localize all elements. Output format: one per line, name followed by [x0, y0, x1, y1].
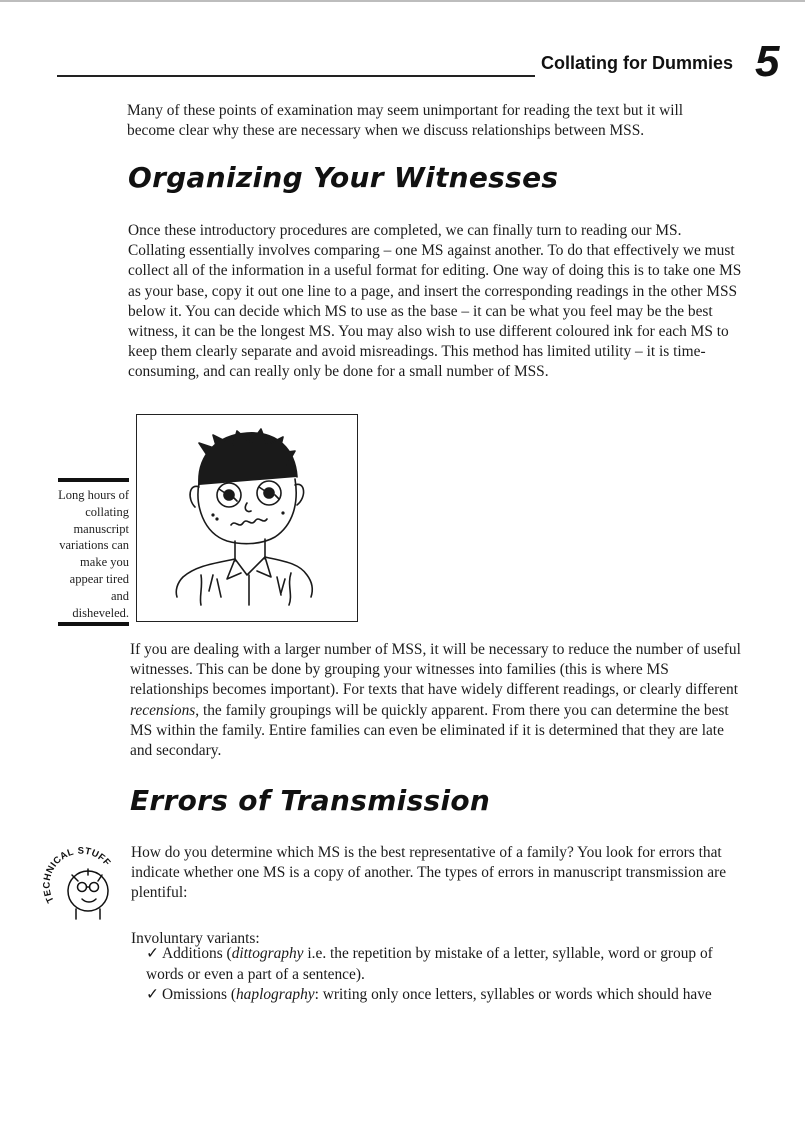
errors-paragraph: How do you determine which MS is the best representative of a family? You look for errors that indicate whether one MS is a copy of another. The types of errors in manuscript transmission are plentiful: [131, 844, 727, 902]
list-item-lead: Additions ( [162, 945, 232, 962]
section-heading-errors: Errors of Transmission [130, 784, 491, 817]
list-item [146, 985, 752, 1006]
list-item-term: haplography [235, 986, 315, 1003]
list-item-lead: Omissions ( [162, 986, 236, 1003]
sidebar-bottom-bar [58, 622, 129, 626]
list-item-term: dittography [231, 945, 304, 962]
families-paragraph [130, 640, 744, 761]
technical-stuff-icon [42, 845, 122, 925]
sidebar-top-bar [58, 478, 129, 482]
list-item-text: : writing only once letters, syllables or words which should have [314, 986, 712, 1003]
list-item-text: i.e. the repetition by mistake of a letter, syllable, word or group of words or even a part of a sentence). [146, 945, 713, 983]
scan-top-edge [0, 0, 805, 2]
list-item [146, 944, 752, 985]
intro-paragraph: Many of these points of examination may seem unimportant for reading the text but it will become clear why these are necessary when we discuss relationships between MSS. [127, 102, 684, 140]
section-heading-organizing: Organizing Your Witnesses [128, 161, 559, 194]
list-intro: Involuntary variants: [131, 930, 260, 947]
checkmark-icon: ✓ [146, 986, 159, 1003]
header-rule [57, 75, 535, 77]
svg-text:TECHNICAL STUFF: TECHNICAL STUFF [42, 845, 113, 905]
organizing-paragraph: Once these introductory procedures are completed, we can finally turn to reading our MS. Collating essentially involves comparing – one MS against another. To do that effectively we must collect all of the information in a useful format for editing. One way of doing this is to take one MS as your base, copy it out one line to a page, and insert the corresponding readings in the other MSS below it. You can decide which MS to use as the base – it can be what you feel may be the best witness, it can be the longest MS. You may also wish to use different coloured ink for each MS to keep them clearly separate and avoid misreadings. This method has limited utility – it is time-consuming, and can really only be done for a small number of MSS. [128, 222, 742, 381]
checkmark-icon: ✓ [146, 945, 159, 962]
running-title: Collating for Dummies [541, 53, 734, 73]
sidebar-caption: Long hours of collating manuscript variations can make you appear tired and disheveled. [58, 488, 129, 620]
page-number: 5 [755, 37, 780, 86]
families-paragraph-text-b: , the family groupings will be quickly apparent. From there you can determine the best MS within the family. Entire families can even be eliminated if it is determined that they are late and secondary. [130, 701, 729, 760]
tired-face-drawing-icon [137, 415, 356, 620]
families-paragraph-text-a: If you are dealing with a larger number of MSS, it will be necessary to reduce the number of useful witnesses. This can be done by grouping your witnesses into families (this is where MS relationships becomes important). For texts that have widely different readings, or clearly different [130, 641, 741, 699]
families-paragraph-italic: recensions [130, 701, 196, 719]
tired-face-figure [136, 414, 358, 622]
